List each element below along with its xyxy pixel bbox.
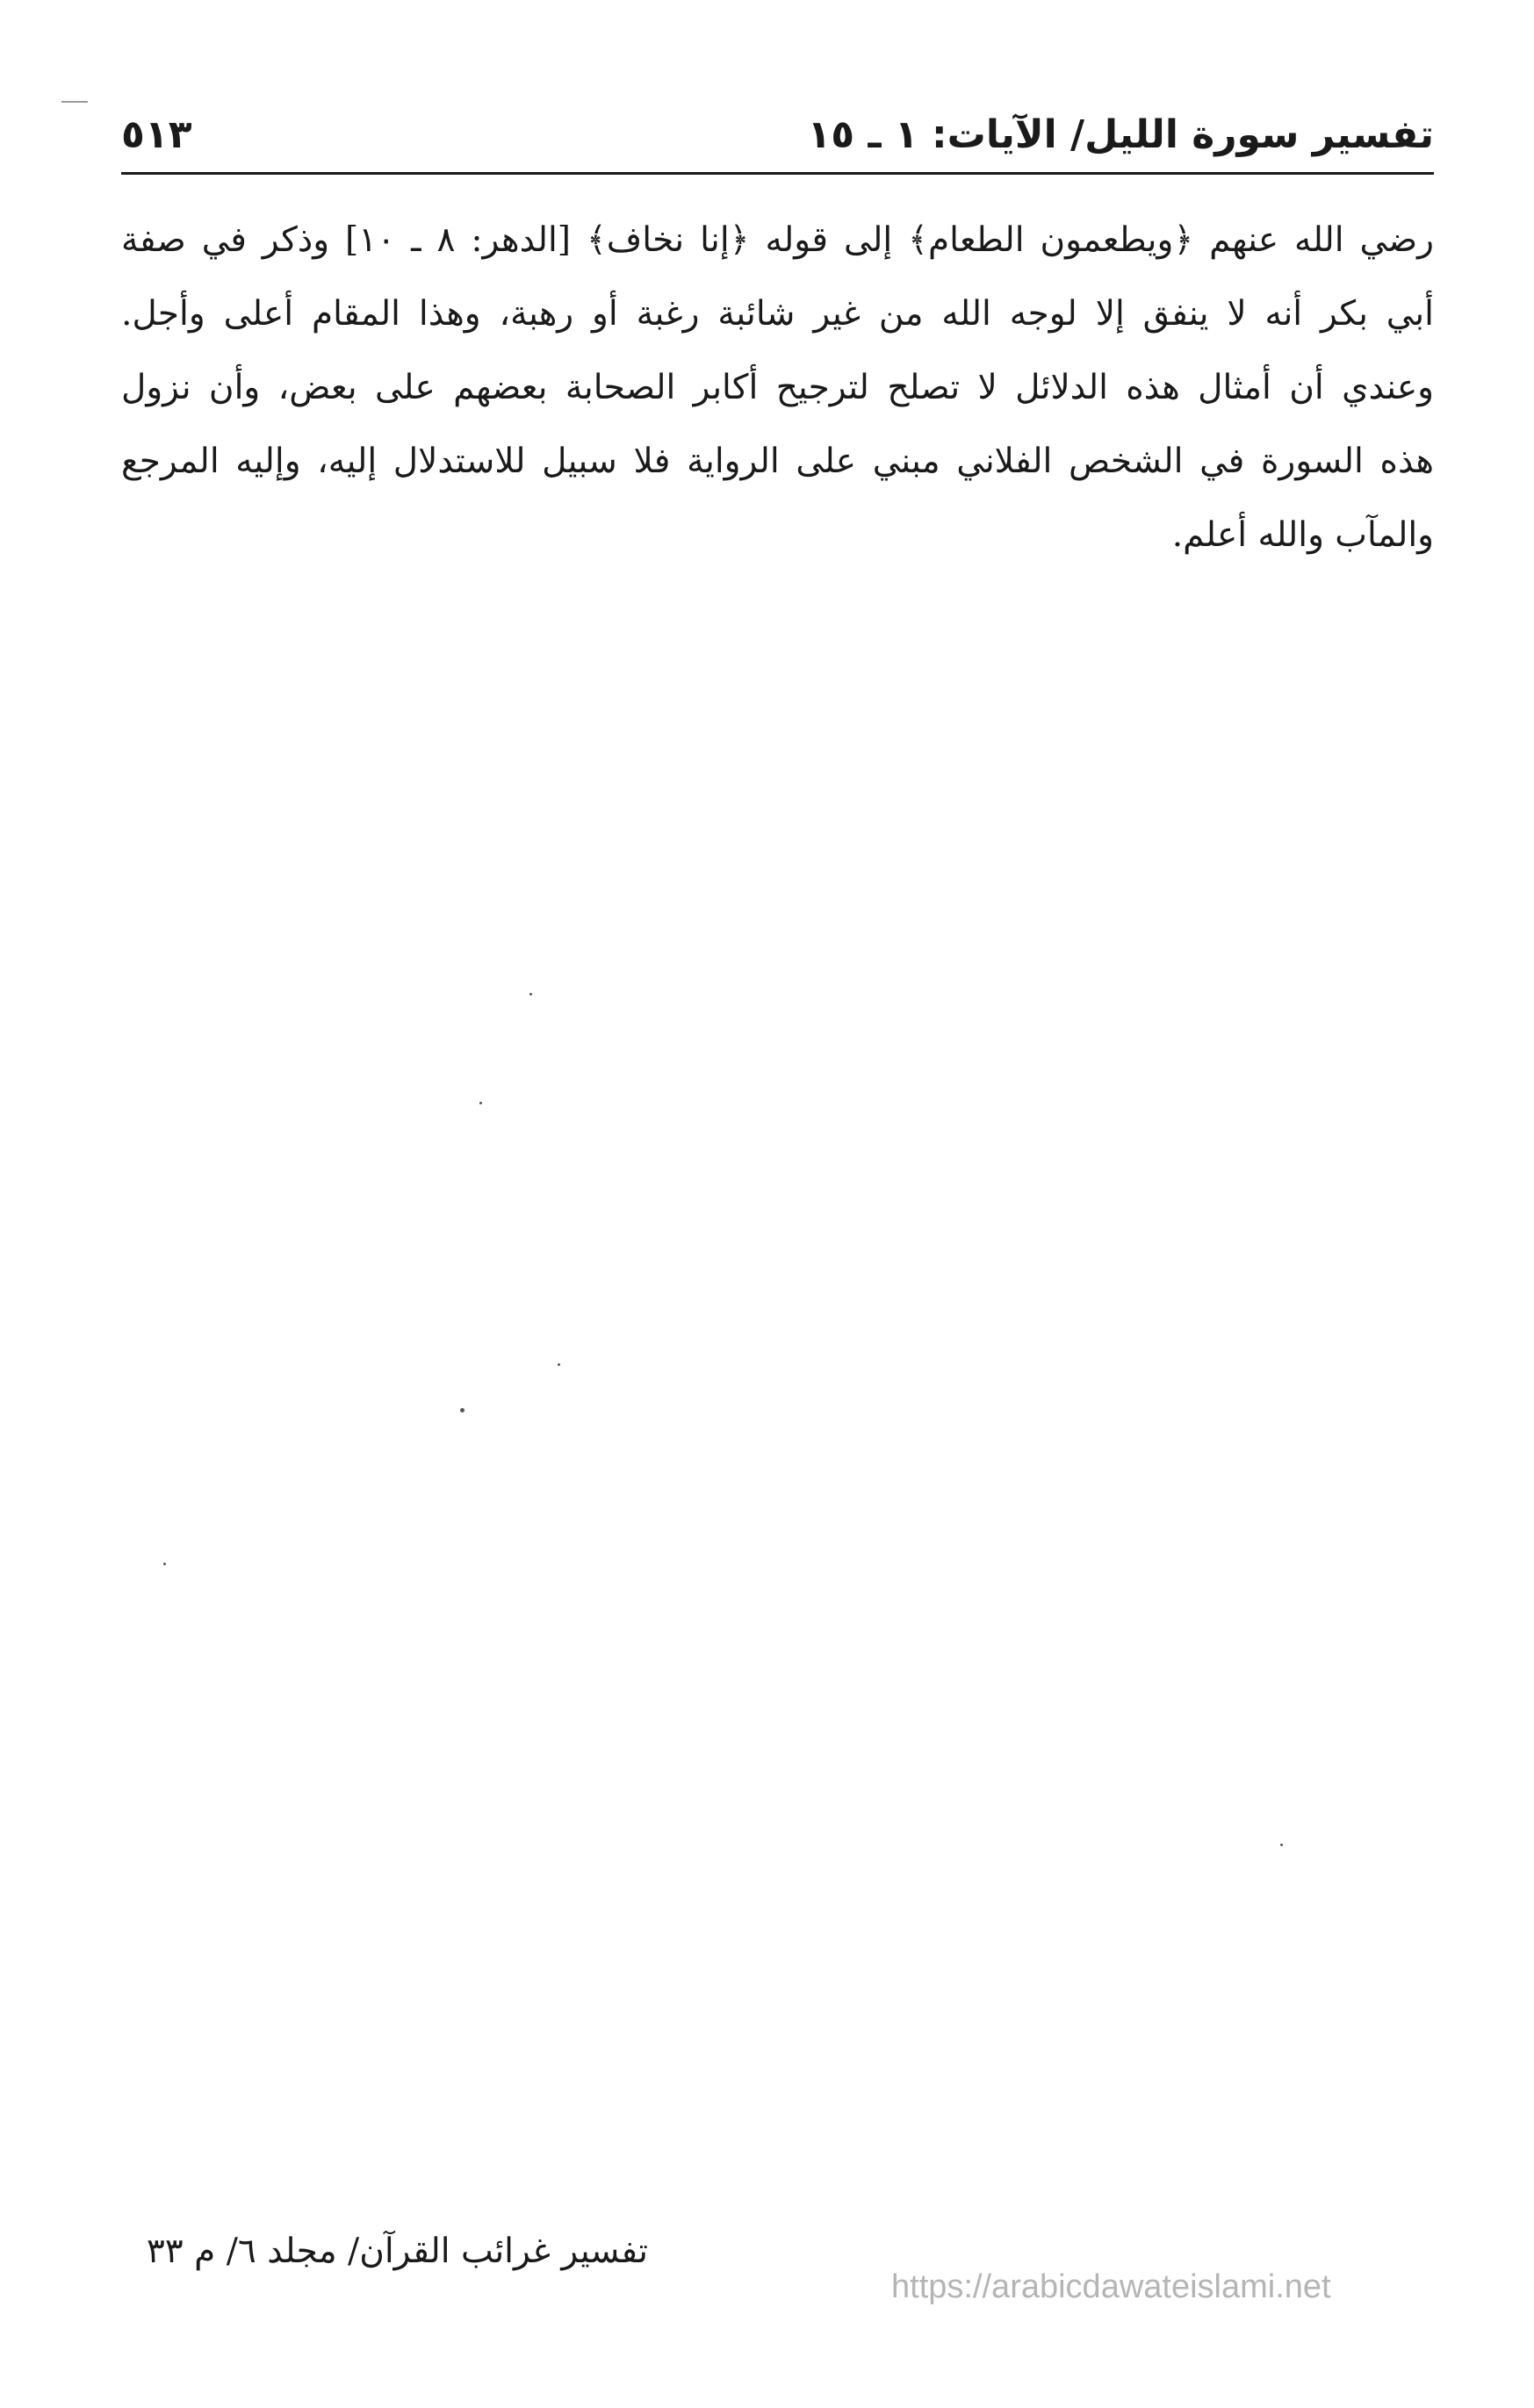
running-header — [121, 104, 1434, 174]
header-title: تفسير سورة الليل/ الآيات: ١ ـ ١٥ — [807, 112, 1434, 157]
body-line: رضي الله عنهم ﴿ويطعمون الطعام﴾ إلى قوله ﴿إنا نخاف﴾ [الدهر: ٨ ـ ١٠] وذكر في صفة — [121, 220, 1434, 260]
scan-speck — [479, 1102, 482, 1104]
scan-speck — [529, 993, 532, 996]
header-divider — [121, 172, 1434, 175]
scan-speck — [1280, 1844, 1283, 1846]
source-watermark: https://arabicdawateislami.net — [891, 2268, 1331, 2305]
page-number: ٥١٣ — [121, 112, 192, 157]
scan-speck — [460, 1408, 465, 1412]
volume-footnote: تفسير غرائب القرآن/ مجلد ٦/ م ٣٣ — [146, 2232, 648, 2271]
scan-mark — [61, 101, 88, 103]
body-line: وعندي أن أمثال هذه الدلائل لا تصلح لترجيح أكابر الصحابة بعضهم على بعض، وأن نزول — [121, 368, 1434, 407]
body-text — [121, 204, 1434, 572]
scan-speck — [558, 1363, 560, 1366]
body-line: هذه السورة في الشخص الفلاني مبني على الرواية فلا سبيل للاستدلال إليه، وإليه المرجع — [121, 442, 1434, 481]
scan-speck — [163, 1563, 166, 1565]
body-line: والمآب والله أعلم. — [1171, 515, 1434, 555]
body-line: أبي بكر أنه لا ينفق إلا لوجه الله من غير شائبة رغبة أو رهبة، وهذا المقام أعلى وأجل. — [121, 294, 1434, 334]
